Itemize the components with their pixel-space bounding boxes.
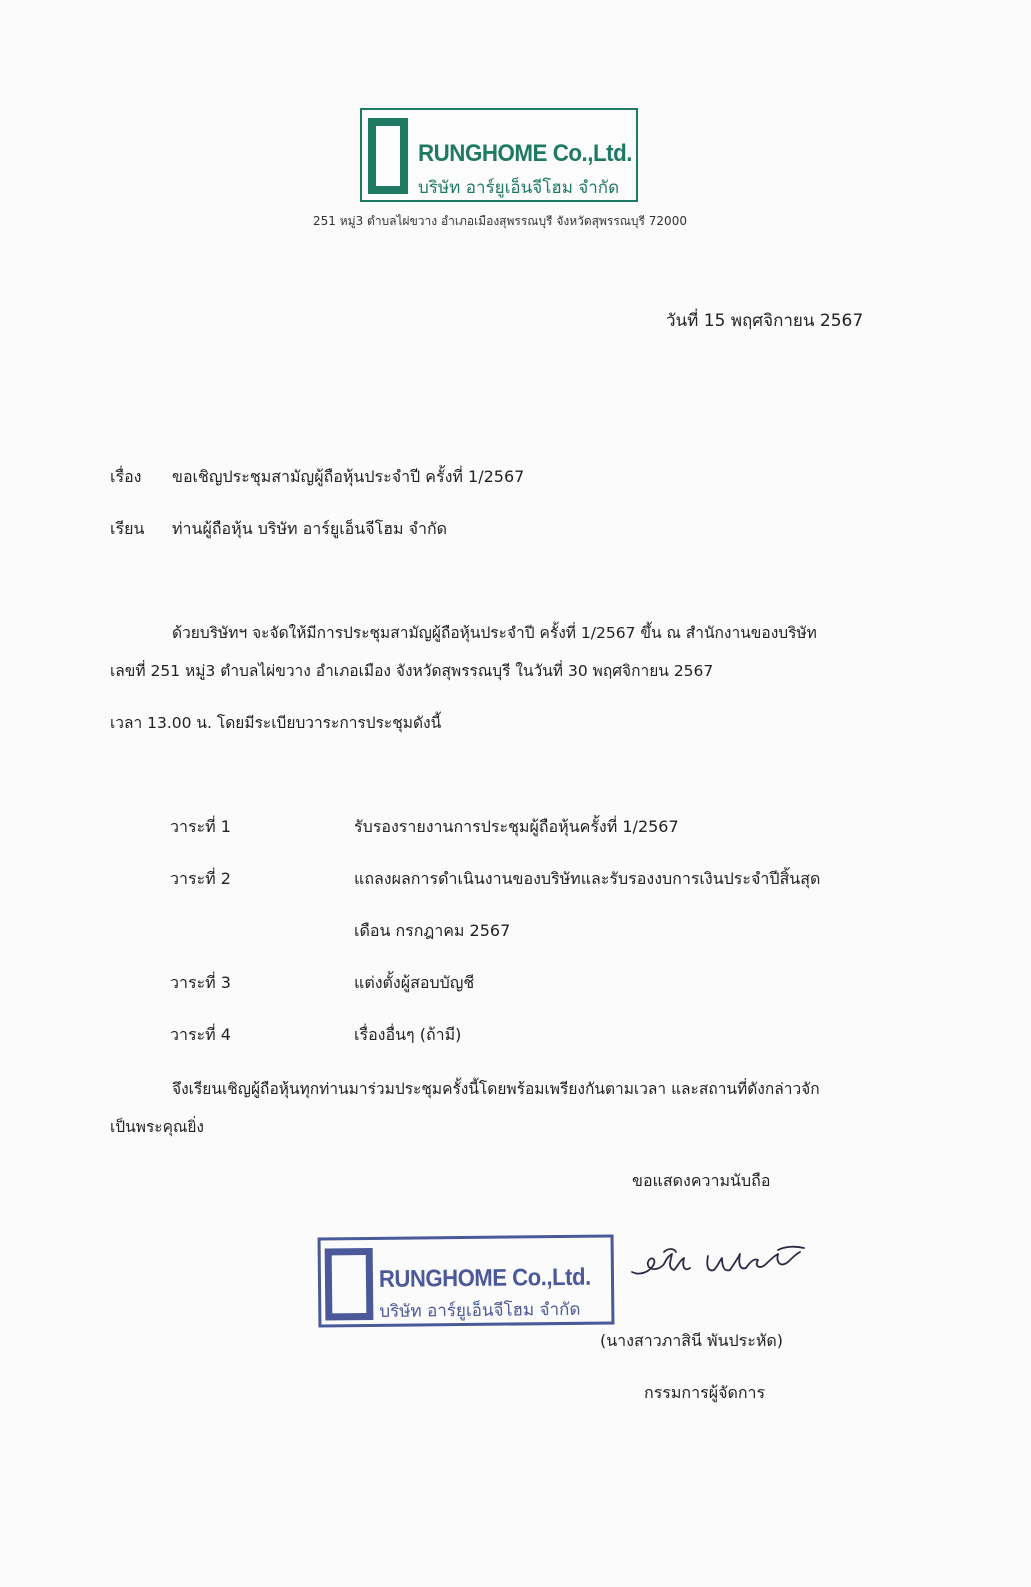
company-logo: [360, 108, 638, 202]
body-line-3: เวลา 13.00 น. โดยมีระเบียบวาระการประชุมดังนี้: [110, 714, 442, 732]
logo-company-th: บริษัท อาร์ยูเอ็นจีโฮม จำกัด: [418, 178, 620, 198]
recipient-label: เรียน: [110, 519, 145, 538]
body-line-2: เลขที่ 251 หมู่3 ตำบลไผ่ขวาง อำเภอเมือง จังหวัดสุพรรณบุรี ในวันที่ 30 พฤศจิกายน 2567: [110, 662, 714, 680]
signature-icon: [628, 1242, 808, 1292]
logo-company-en: RUNGHOME Co.,Ltd.: [418, 140, 633, 167]
agenda-label-3: วาระที่ 3: [170, 973, 231, 992]
stamp-company-en: RUNGHOME Co.,Ltd.: [378, 1263, 591, 1293]
agenda-text-1: รับรองรายงานการประชุมผู้ถือหุ้นครั้งที่ 1/2567: [354, 817, 679, 836]
closing-line-2: เป็นพระคุณยิ่ง: [110, 1118, 204, 1136]
agenda-label-2: วาระที่ 2: [170, 869, 231, 888]
closing-line-1: จึงเรียนเชิญผู้ถือหุ้นทุกท่านมาร่วมประชุมครั้งนี้โดยพร้อมเพรียงกันตามเวลา และสถานที่ดังกล่าวจัก: [172, 1080, 820, 1098]
agenda-label-4: วาระที่ 4: [170, 1025, 231, 1044]
letter-date: วันที่ 15 พฤศจิกายน 2567: [666, 311, 864, 331]
agenda-text-3: แต่งตั้งผู้สอบบัญชี: [354, 973, 475, 992]
logo-mark-icon: [368, 118, 408, 194]
signatory-name: (นางสาวภาสินี พันประหัด): [600, 1331, 784, 1350]
stamp-company-th: บริษัท อาร์ยูเอ็นจีโฮม จำกัด: [379, 1299, 581, 1322]
closing-regards: ขอแสดงความนับถือ: [632, 1171, 771, 1190]
company-address: 251 หมู่3 ตำบลไผ่ขวาง อำเภอเมืองสุพรรณบุรี จังหวัดสุพรรณบุรี 72000: [313, 214, 687, 228]
agenda-label-1: วาระที่ 1: [170, 817, 231, 836]
subject-text: ขอเชิญประชุมสามัญผู้ถือหุ้นประจำปี ครั้งที่ 1/2567: [172, 467, 525, 486]
agenda-text-2-cont: เดือน กรกฎาคม 2567: [354, 921, 511, 940]
signatory-title: กรรมการผู้จัดการ: [644, 1383, 766, 1402]
stamp-mark-icon: [325, 1248, 374, 1320]
recipient-text: ท่านผู้ถือหุ้น บริษัท อาร์ยูเอ็นจีโฮม จำกัด: [172, 519, 448, 538]
subject-label: เรื่อง: [110, 467, 142, 486]
agenda-text-2: แถลงผลการดำเนินงานของบริษัทและรับรองงบการเงินประจำปีสิ้นสุด: [354, 869, 821, 888]
agenda-text-4: เรื่องอื่นๆ (ถ้ามี): [354, 1025, 462, 1044]
company-stamp: [318, 1234, 615, 1327]
body-line-1: ด้วยบริษัทฯ จะจัดให้มีการประชุมสามัญผู้ถือหุ้นประจำปี ครั้งที่ 1/2567 ขึ้น ณ สำนักงานของบริษัท: [172, 624, 817, 642]
